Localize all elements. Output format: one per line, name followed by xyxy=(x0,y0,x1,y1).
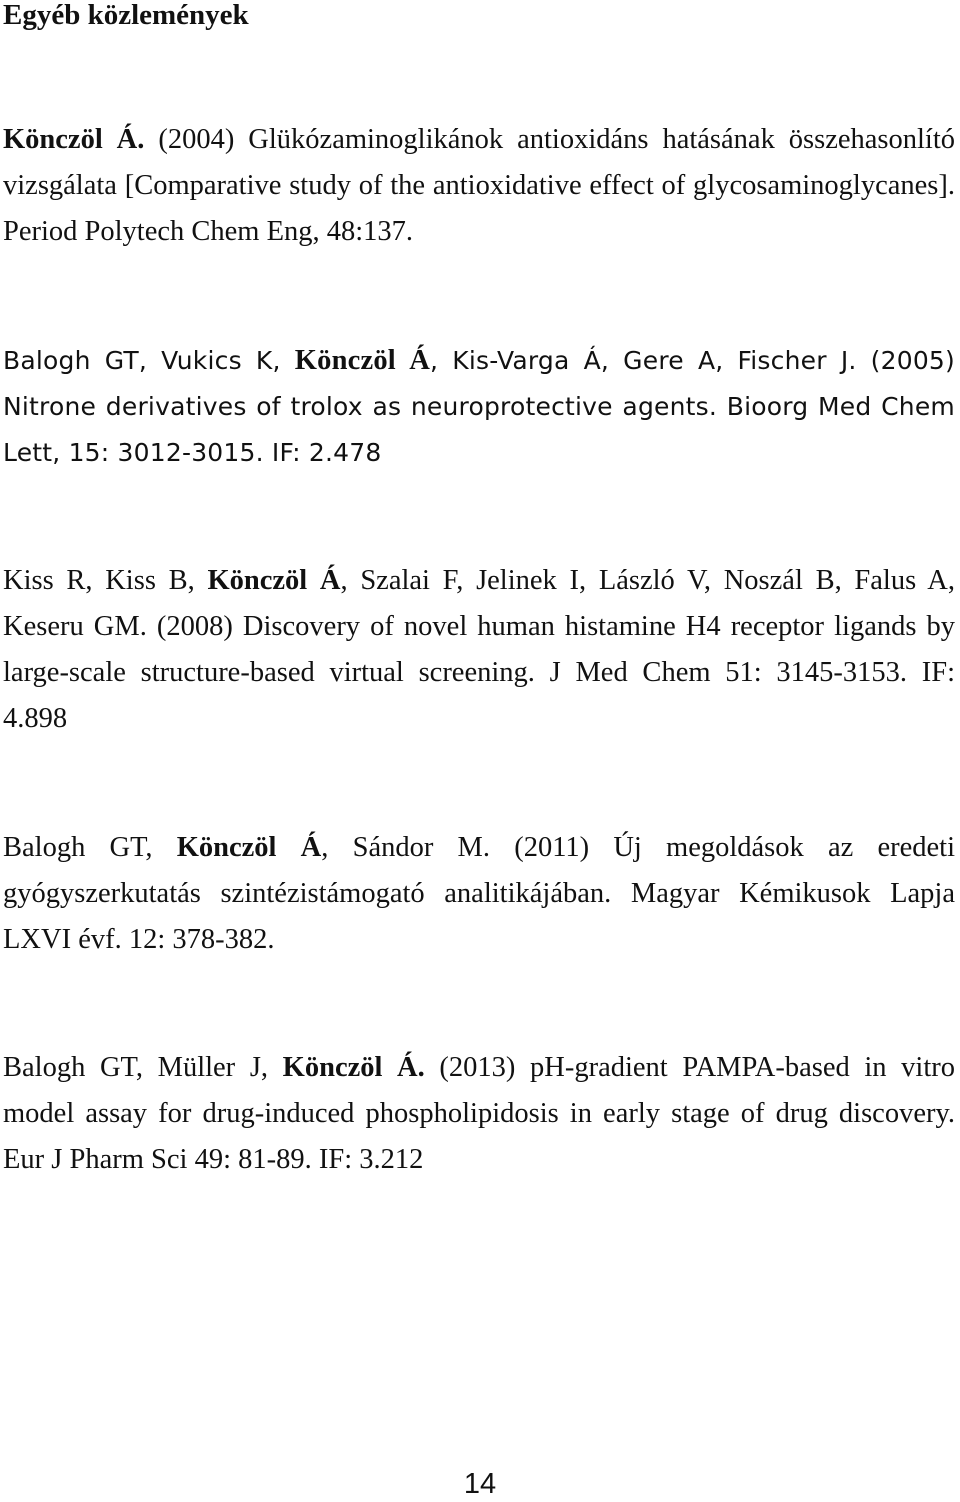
entry-highlighted-author: Könczöl Á xyxy=(294,345,430,376)
publication-entry xyxy=(3,825,955,963)
section-heading: Egyéb közlemények xyxy=(3,0,249,31)
page-number: 14 xyxy=(463,1468,497,1500)
entry-authors-before: Balogh GT, Vukics K, xyxy=(3,346,295,375)
entry-details: , Kis-Varga Á, Gere A, Fischer J. (2005) Nitrone derivatives of trolox as neuroprotective agents. Bioorg Med Chem Lett, 15: 3012-3015. IF: 2.478 xyxy=(3,346,955,467)
entry-details: (2004) Glükózaminoglikánok antioxidáns hatásának összehasonlító vizsgálata [Comparative study of the antioxidative effect of glycosaminoglycanes]. Period Polytech Chem Eng, 48:137. xyxy=(3,124,955,247)
entry-authors-before: Kiss R, Kiss B, xyxy=(3,565,208,596)
entry-highlighted-author: Könczöl Á xyxy=(176,832,322,863)
entry-authors-before: Balogh GT, xyxy=(3,832,177,863)
entry-authors-before: Balogh GT, Müller J, xyxy=(3,1052,283,1083)
publication-entry xyxy=(3,558,955,742)
publication-entry xyxy=(3,1045,955,1183)
entry-details: (2013) pH-gradient PAMPA-based in vitro model assay for drug-induced phospholipidosis in early stage of drug discovery. Eur J Pharm Sci 49: 81-89. IF: 3.212 xyxy=(3,1052,955,1175)
publication-entry xyxy=(3,338,955,476)
entry-details: , Sándor M. (2011) Új megoldások az eredeti gyógyszerkutatás szintézistámogató analitikájában. Magyar Kémikusok Lapja LXVI évf. 12: 378-382. xyxy=(3,832,955,955)
entry-details: , Szalai F, Jelinek I, László V, Noszál B, Falus A, Keseru GM. (2008) Discovery of novel human histamine H4 receptor ligands by large-scale structure-based virtual screening. J Med Chem 51: 3145-3153. IF: 4.898 xyxy=(3,565,956,734)
entry-highlighted-author: Könczöl Á. xyxy=(3,124,145,155)
publication-entry xyxy=(3,117,955,255)
entry-highlighted-author: Könczöl Á. xyxy=(282,1052,425,1083)
entry-highlighted-author: Könczöl Á xyxy=(207,565,341,596)
